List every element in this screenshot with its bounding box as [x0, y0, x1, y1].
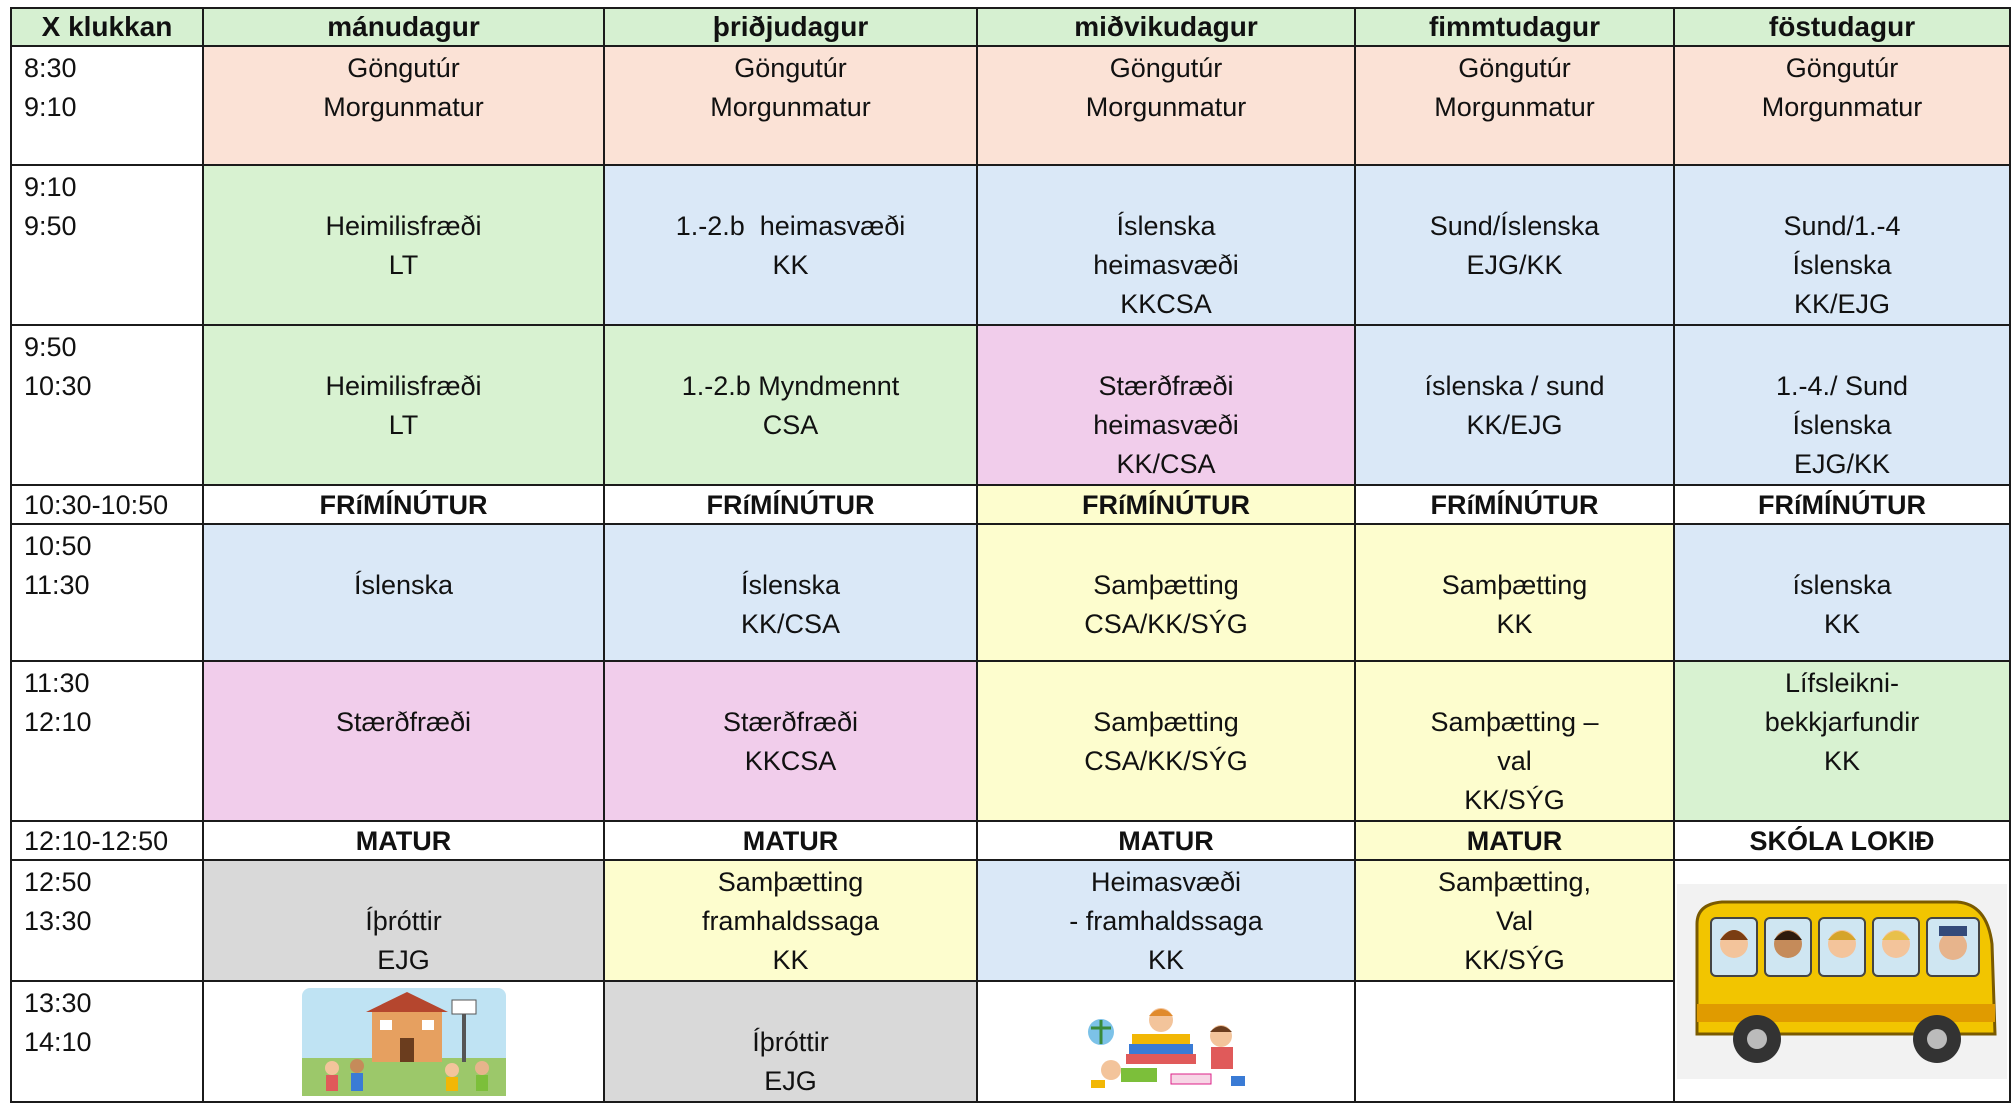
- lesson-line: Göngutúr: [347, 53, 460, 83]
- lesson-line: Heimilisfræði: [325, 371, 482, 401]
- lesson-line: [1360, 328, 1669, 367]
- lesson-cell: [977, 165, 1355, 325]
- day-header-monday: mánudagur: [203, 8, 604, 46]
- timetable-sheet: [10, 7, 2011, 1103]
- break-cell: FRíMÍNÚTUR: [604, 485, 977, 524]
- time-start: 12:50: [24, 867, 92, 897]
- lesson-line: KKCSA: [744, 746, 837, 776]
- break-row: [11, 485, 2010, 524]
- lesson-line: Samþætting –: [1430, 707, 1599, 737]
- break-cell: MATUR: [604, 821, 977, 860]
- lesson-cell: [203, 661, 604, 821]
- lesson-line: Íslenska: [353, 570, 454, 600]
- time-end: 12:10: [24, 707, 92, 737]
- time-start: 9:50: [24, 332, 77, 362]
- lesson-line: Stærðfræði: [722, 707, 859, 737]
- timetable-row: [11, 165, 2010, 325]
- lesson-cell: [1355, 860, 1674, 981]
- lesson-line: [982, 328, 1350, 367]
- lesson-cell: [1355, 46, 1674, 165]
- school-bus-cell: [1674, 860, 2010, 1102]
- lesson-cell: [1355, 661, 1674, 821]
- lesson-line: framhaldssaga: [701, 906, 880, 936]
- lesson-line: Heimilisfræði: [325, 211, 482, 241]
- timetable-row: [11, 325, 2010, 485]
- lesson-line: [1360, 527, 1669, 566]
- lesson-line: Sund/1.-4: [1783, 211, 1901, 241]
- lesson-cell: [977, 524, 1355, 661]
- weekly-timetable: [10, 7, 2011, 1103]
- time-cell: [11, 661, 203, 821]
- schoolyard-cell: [203, 981, 604, 1102]
- lesson-cell: [1674, 165, 2010, 325]
- lesson-line: Morgunmatur: [323, 92, 484, 122]
- time-start: 8:30: [24, 53, 77, 83]
- lesson-line: 1.-2.b Myndmennt: [681, 371, 900, 401]
- lesson-line: [208, 168, 599, 207]
- lesson-cell: [604, 165, 977, 325]
- lesson-line: [982, 664, 1350, 703]
- lesson-line: Íþróttir: [752, 1027, 829, 1057]
- lesson-line: 1.-4./ Sund: [1775, 371, 1909, 401]
- lesson-line: EJG: [764, 1066, 817, 1096]
- time-end: 13:30: [24, 906, 92, 936]
- lesson-line: bekkjarfundir: [1764, 707, 1920, 737]
- lesson-cell: [604, 46, 977, 165]
- lesson-line: KK: [772, 250, 809, 280]
- lesson-line: [982, 527, 1350, 566]
- lesson-line: Íslenska: [740, 570, 841, 600]
- lesson-cell: [977, 661, 1355, 821]
- lesson-line: EJG: [377, 945, 430, 975]
- header-row: [11, 8, 2010, 46]
- lesson-line: LT: [388, 250, 419, 280]
- time-start: 13:30: [24, 988, 92, 1018]
- lesson-cell: [604, 325, 977, 485]
- lesson-line: íslenska / sund: [1424, 371, 1605, 401]
- time-start: 9:10: [24, 172, 77, 202]
- lesson-line: Morgunmatur: [1434, 92, 1595, 122]
- kids-reading-cell: [977, 981, 1355, 1102]
- timetable-row: [11, 860, 2010, 981]
- lesson-cell: [203, 325, 604, 485]
- lesson-line: Sund/Íslenska: [1429, 211, 1600, 241]
- lesson-line: Íslenska: [1792, 410, 1892, 440]
- lesson-line: KK: [772, 945, 809, 975]
- lesson-cell: [604, 524, 977, 661]
- time-cell: [11, 46, 203, 165]
- time-end: 9:10: [24, 92, 77, 122]
- lesson-line: KK/CSA: [740, 609, 841, 639]
- lesson-line: Göngutúr: [1458, 53, 1571, 83]
- day-header-tuesday: þriðjudagur: [604, 8, 977, 46]
- lesson-cell: [977, 46, 1355, 165]
- lesson-line: KK: [1823, 746, 1861, 776]
- lesson-line: [609, 984, 972, 1023]
- lesson-line: KK: [1147, 945, 1185, 975]
- lesson-line: [208, 664, 599, 703]
- lesson-line: heimasvæði: [1093, 410, 1239, 440]
- lesson-line: Göngutúr: [1109, 53, 1223, 83]
- lesson-line: [609, 527, 972, 566]
- time-column-header: X klukkan: [11, 8, 203, 46]
- lesson-cell: [604, 860, 977, 981]
- lesson-cell: [203, 524, 604, 661]
- lesson-line: Morgunmatur: [1761, 92, 1923, 122]
- lesson-line: CSA: [762, 410, 819, 440]
- day-header-friday: föstudagur: [1674, 8, 2010, 46]
- lesson-cell: [1355, 524, 1674, 661]
- break-cell: MATUR: [203, 821, 604, 860]
- time-end: 14:10: [24, 1027, 92, 1057]
- lesson-line: [1679, 527, 2005, 566]
- lesson-line: [609, 328, 972, 367]
- lesson-cell: [1674, 46, 2010, 165]
- lesson-line: Lífsleikni-: [1784, 668, 1900, 698]
- lesson-cell: [1674, 661, 2010, 821]
- lesson-line: Morgunmatur: [710, 92, 871, 122]
- time-start: 11:30: [24, 668, 90, 698]
- lesson-line: LT: [388, 410, 419, 440]
- lesson-line: KK: [1823, 609, 1861, 639]
- break-cell: FRíMÍNÚTUR: [1355, 485, 1674, 524]
- lesson-line: KKCSA: [1120, 289, 1212, 319]
- lesson-line: Morgunmatur: [1085, 92, 1247, 122]
- lesson-line: Stærðfræði: [335, 707, 472, 737]
- lesson-cell: [1674, 325, 2010, 485]
- lesson-line: Íslenska: [1792, 250, 1892, 280]
- break-cell: FRíMÍNÚTUR: [977, 485, 1355, 524]
- timetable-row: [11, 524, 2010, 661]
- lesson-line: Íslenska: [1116, 211, 1216, 241]
- lesson-line: [208, 863, 599, 902]
- lesson-line: CSA/KK/SÝG: [1084, 609, 1248, 639]
- lesson-line: KK/EJG: [1793, 289, 1891, 319]
- lesson-line: Val: [1495, 906, 1534, 936]
- lesson-line: Samþætting: [1093, 570, 1239, 600]
- lesson-line: KK/SÝG: [1464, 945, 1565, 975]
- lesson-line: 1.-2.b heimasvæði: [675, 211, 906, 241]
- lesson-line: - framhaldssaga: [1069, 906, 1263, 936]
- schoolyard-illustration: [204, 988, 603, 1096]
- lesson-cell: [604, 661, 977, 821]
- lesson-cell: [604, 981, 977, 1102]
- lesson-line: Heimasvæði: [1090, 867, 1242, 897]
- timetable-row: [11, 661, 2010, 821]
- break-cell: FRíMÍNÚTUR: [203, 485, 604, 524]
- lesson-line: KK/EJG: [1466, 410, 1563, 440]
- lesson-line: [982, 168, 1350, 207]
- empty-cell: [1355, 981, 1674, 1102]
- lesson-line: Samþætting: [1093, 707, 1239, 737]
- kids-reading-illustration: [978, 992, 1354, 1092]
- lesson-line: [208, 328, 599, 367]
- school-over-cell: SKÓLA LOKIÐ: [1674, 821, 2010, 860]
- lesson-cell: [203, 165, 604, 325]
- lesson-cell: [977, 325, 1355, 485]
- lesson-line: Göngutúr: [1785, 53, 1899, 83]
- time-end: 11:30: [24, 570, 90, 600]
- lesson-cell: [1355, 325, 1674, 485]
- lesson-line: val: [1497, 746, 1532, 776]
- lesson-line: [609, 664, 972, 703]
- lesson-line: Samþætting,: [1437, 867, 1592, 897]
- lesson-line: KK/SÝG: [1464, 785, 1565, 815]
- break-cell: MATUR: [977, 821, 1355, 860]
- lesson-line: [609, 168, 972, 207]
- time-start: 10:50: [24, 531, 92, 561]
- lesson-line: íslenska: [1792, 570, 1892, 600]
- lesson-cell: [1674, 524, 2010, 661]
- school-bus-illustration: [1675, 884, 2009, 1079]
- lesson-line: [1360, 664, 1669, 703]
- lesson-line: [1360, 168, 1669, 207]
- lesson-line: Samþætting: [717, 867, 864, 897]
- lesson-cell: [203, 46, 604, 165]
- lesson-line: CSA/KK/SÝG: [1084, 746, 1248, 776]
- time-cell: 10:30-10:50: [11, 485, 203, 524]
- lesson-line: [1679, 168, 2005, 207]
- lesson-line: Íþróttir: [365, 906, 442, 936]
- break-cell: FRíMÍNÚTUR: [1674, 485, 2010, 524]
- lesson-line: EJG/KK: [1466, 250, 1563, 280]
- lesson-line: Samþætting: [1441, 570, 1588, 600]
- time-cell: [11, 860, 203, 981]
- day-header-thursday: fimmtudagur: [1355, 8, 1674, 46]
- time-cell: [11, 325, 203, 485]
- lesson-cell: [203, 860, 604, 981]
- lesson-line: EJG/KK: [1793, 449, 1891, 479]
- lesson-line: Göngutúr: [734, 53, 847, 83]
- time-cell: [11, 524, 203, 661]
- day-header-wednesday: miðvikudagur: [977, 8, 1355, 46]
- lesson-line: KK/CSA: [1116, 449, 1216, 479]
- lesson-line: heimasvæði: [1093, 250, 1239, 280]
- lesson-cell: [1355, 165, 1674, 325]
- time-end: 9:50: [24, 211, 77, 241]
- time-end: 10:30: [24, 371, 92, 401]
- lesson-line: [1679, 328, 2005, 367]
- lesson-cell: [977, 860, 1355, 981]
- lesson-line: Stærðfræði: [1098, 371, 1234, 401]
- time-cell: 12:10-12:50: [11, 821, 203, 860]
- time-cell: [11, 981, 203, 1102]
- break-cell: MATUR: [1355, 821, 1674, 860]
- lesson-line: KK: [1496, 609, 1533, 639]
- timetable-row: [11, 46, 2010, 165]
- lunch-row: [11, 821, 2010, 860]
- time-cell: [11, 165, 203, 325]
- lesson-line: [208, 527, 599, 566]
